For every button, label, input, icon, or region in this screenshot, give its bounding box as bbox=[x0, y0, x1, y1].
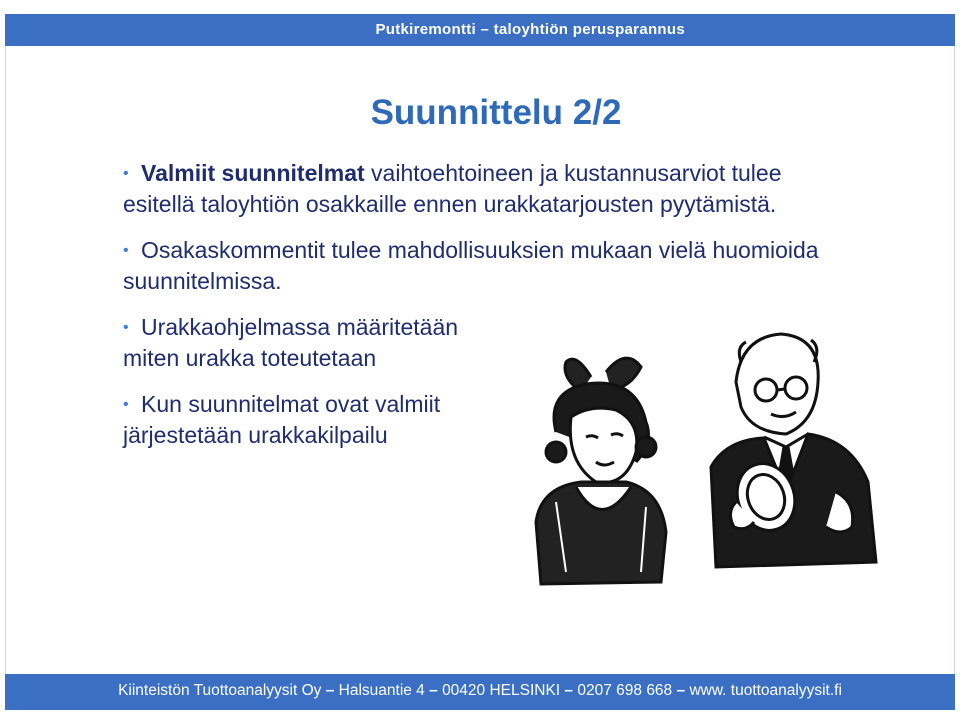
footer-company: Kiinteistön Tuottoanalyysit Oy bbox=[118, 682, 322, 699]
bullet-item bbox=[123, 158, 843, 220]
footer-separator: – bbox=[564, 682, 574, 699]
bullet-bold-text: Valmiit suunnitelmat bbox=[141, 160, 365, 186]
slide-title: Suunnittelu 2/2 bbox=[370, 93, 622, 132]
bullet-dot-icon: • bbox=[123, 396, 129, 413]
bullet-text: Kun suunnitelmat ovat valmiit järjestetään urakkakilpailu bbox=[123, 391, 441, 448]
cartoon-couple-illustration bbox=[496, 322, 896, 617]
footer-city: 00420 HELSINKI bbox=[442, 682, 561, 699]
footer-separator: – bbox=[429, 682, 438, 699]
footer-separator: – bbox=[676, 682, 686, 699]
bullet-text: Urakkaohjelmassa määritetään miten urakka toteutetaan bbox=[123, 314, 459, 371]
footer-separator: – bbox=[325, 682, 335, 699]
bullet-text: vaihtoehtoineen ja kustannusarviot tulee esitellä taloyhtiön osakkaille ennen urakkatarjousten pyytämistä. bbox=[123, 160, 782, 217]
bullet-item bbox=[123, 235, 843, 297]
woman-figure bbox=[536, 358, 666, 584]
bullet-text: Osakaskommentit tulee mahdollisuuksien mukaan vielä huomioida suunnitelmissa. bbox=[123, 237, 819, 294]
man-figure bbox=[711, 334, 876, 567]
footer-website-link[interactable]: www. tuottoanalyysit.fi bbox=[689, 682, 842, 699]
bullet-item bbox=[123, 312, 513, 374]
header-title: Putkiremontti – taloyhtiön perusparannus bbox=[375, 21, 685, 38]
bullet-dot-icon: • bbox=[123, 319, 129, 336]
bullet-item bbox=[123, 389, 513, 451]
header-bar bbox=[5, 14, 955, 46]
footer-phone: 0207 698 668 bbox=[577, 682, 673, 699]
footer-address: Halsuantie 4 bbox=[338, 682, 425, 699]
footer-contact bbox=[0, 682, 960, 700]
bullet-dot-icon: • bbox=[123, 165, 129, 182]
bullet-dot-icon: • bbox=[123, 242, 129, 259]
